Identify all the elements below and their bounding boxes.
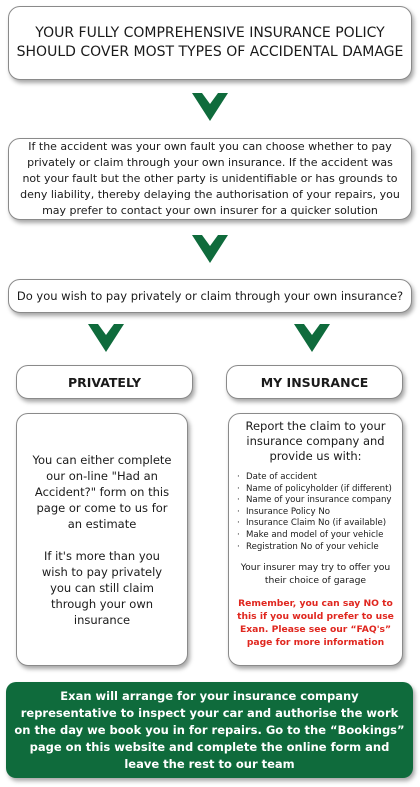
insurance-label: MY INSURANCE xyxy=(260,374,369,390)
header-line-2: SHOULD COVER MOST TYPES OF ACCIDENTAL DAMAGE xyxy=(16,44,404,60)
list-item: · Registration No of your vehicle xyxy=(237,542,396,554)
down-arrow-icon xyxy=(192,93,228,121)
privately-para-2: If it's more than you wish to pay privately you can still claim through your own insurance xyxy=(41,548,163,627)
privately-panel xyxy=(16,413,188,666)
privately-para-1: You can either complete our on-line "Had an Accident?" form on this page or come to us for an estimate xyxy=(32,452,172,531)
insurance-details-list xyxy=(235,472,396,553)
insurance-choice-box xyxy=(226,365,403,399)
header-box xyxy=(8,6,412,80)
header-line-1: YOUR FULLY COMPREHENSIVE INSURANCE POLICY xyxy=(35,25,385,41)
question-text: Do you wish to pay privately or claim through your own insurance? xyxy=(16,289,404,303)
list-item: · Name of your insurance company xyxy=(237,495,396,507)
down-arrow-icon xyxy=(88,324,124,352)
footer-box xyxy=(6,682,413,778)
footer-text: Exan will arrange for your insurance company representative to inspect your car and authorise the work on the day we book you in for repairs. Go to the “Bookings” page on this website and complete the online form and leave the rest to our team xyxy=(14,688,405,771)
list-item: · Insurance Claim No (if available) xyxy=(237,518,396,530)
list-item: · Insurance Policy No xyxy=(237,507,396,519)
down-arrow-icon xyxy=(192,235,228,263)
insurer-note: Your insurer may try to offer you their choice of garage xyxy=(240,562,391,587)
info-text: If the accident was your own fault you can choose whether to pay privately or claim through your own insurance. If the accident was not your fault but the other party is unidentifiable or has grounds to deny liability, thereby delaying the authorisation of your repairs, you may prefer to contact your own insurer for a quicker solution xyxy=(20,140,400,217)
privately-choice-box xyxy=(16,365,193,399)
insurance-heading: Report the claim to your insurance company and provide us with: xyxy=(245,419,386,463)
list-item: · Date of accident xyxy=(237,472,396,484)
question-box xyxy=(8,279,412,313)
list-item: · Name of policyholder (if different) xyxy=(237,484,396,496)
warning-text: Remember, you can say NO to this if you would prefer to use Exan. Please see our “FAQ's” page for more information xyxy=(237,598,394,649)
down-arrow-icon xyxy=(294,324,330,352)
privately-label: PRIVATELY xyxy=(67,374,142,390)
info-box xyxy=(8,138,412,220)
list-item: · Make and model of your vehicle xyxy=(237,530,396,542)
insurance-panel xyxy=(228,413,403,666)
